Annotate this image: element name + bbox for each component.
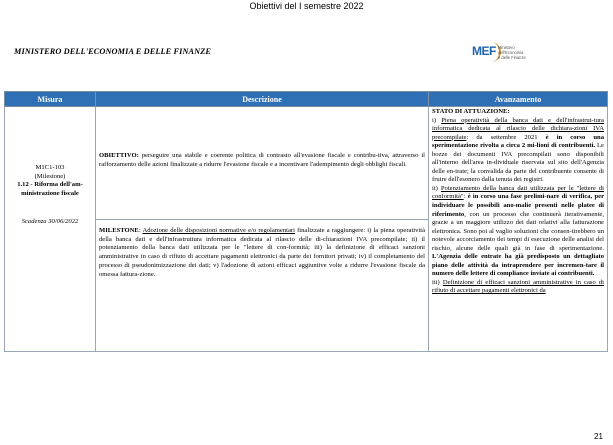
misura-type: (Milestone): [34, 172, 66, 180]
milestone-label: MILESTONE: [99, 227, 139, 234]
mef-logo: [472, 42, 532, 66]
stato-attuazione-heading: STATO DI ATTUAZIONE:: [432, 108, 510, 115]
obiettivo-text: OBIETTIVO: perseguire una stabile e coerente politica di contrasto all'evasione fiscale e contribu-tiva, attraverso il rafforzamento delle azioni finalizzate a ridurre l'evasione fiscale e a incentivare l'adempimento degli obblighi fiscali.: [99, 152, 425, 168]
obiettivo-cell: [96, 107, 429, 220]
page-number: 21: [594, 432, 603, 441]
column-header-descrizione: Descrizione: [96, 92, 429, 107]
column-header-avanzamento: Avanzamento: [429, 92, 608, 107]
table-header-row: [5, 92, 608, 107]
mef-logo-subtext: Ministero dell'Economia e delle Finanze: [498, 45, 526, 60]
table-row: [5, 107, 608, 220]
milestone-cell: [96, 220, 429, 352]
milestone-text: MILESTONE: Adozione delle disposizioni normative e/o regolamentari finalizzate a raggiungere: i) la piena operatività della banca dati e dell'infrastruttura informatica dedicata al rilascio delle di-chiarazioni IVA precompilate; ii) il potenziamento della banca dati utilizzata per le "lettere di con-formità; iii) la definizione di efficaci sanzioni amministrative in caso di rifiuto di accettare pagamenti elettronici da parte dei fornitori privati; iv) il completamento del processo di pseudonimizzazione dei dati; v) l'adozione di azioni efficaci aggiuntive volte a ridurre l'evasione fiscale da omessa fattura-zione.: [99, 227, 425, 278]
avanzamento-text: STATO DI ATTUAZIONE: i) Piena operatività della banca dati e dell'infrastrut-tura informatica dedicata al rilascio delle dichiara-zioni IVA precompilate: da settembre 2021 è in corso una sperimentazione rivolta a circa 2 mi-lioni di contribuenti. Le bozze dei documenti IVA precompilati sono disponibili all'interno dell'area in-dividuale riservata sul sito dell'Agenzia delle en-trate; la convalida da parte del contribuente consente di fruire dell'esonero dalla tenuta dei registri. ii) Potenziamento della banca dati utilizzata per le "lettere di conformità": è in corso una fase prelimi-nare di verifica, per individuare le possibili ano-malie presenti nelle platee di riferimento, con un processo che continuerà iterativamente, grazie a un maggiore utilizzo dei dati relativi alla fatturazione elettronica. Sono poi al vaglio soluzioni che consen-tirebbero un notevole accorciamento dei tempi di esecuzione delle analisi del rischio, alcune delle quali già in fase di sperimentazione. L'Agenzia delle entrate ha già predisposto un dettagliato piano delle attività da intraprendere per incremen-tare il numero delle lettere di compliance inviate ai contribuenti. iii) Definizione di efficaci sanzioni amministrative in caso di rifiuto di accettare pagamenti elettronici da: [432, 108, 605, 295]
page-title: Obiettivi del I semestre 2022: [249, 1, 364, 11]
misura-reform: 1.12 - Riforma dell'am-ministrazione fiscale: [17, 181, 83, 197]
measures-table: [4, 91, 608, 352]
column-header-misura: Misura: [5, 92, 96, 107]
avanzamento-cell: [429, 107, 608, 352]
mef-logo-text: MEF: [472, 44, 496, 58]
ministry-name: MINISTERO DELL'ECONOMIA E DELLE FINANZE: [14, 47, 212, 56]
obiettivo-label: OBIETTIVO:: [99, 152, 139, 159]
misura-deadline: Scadenza 30/06/2022: [21, 218, 79, 226]
misura-code: M1C1-103: [35, 164, 65, 171]
misura-cell: [5, 107, 96, 352]
